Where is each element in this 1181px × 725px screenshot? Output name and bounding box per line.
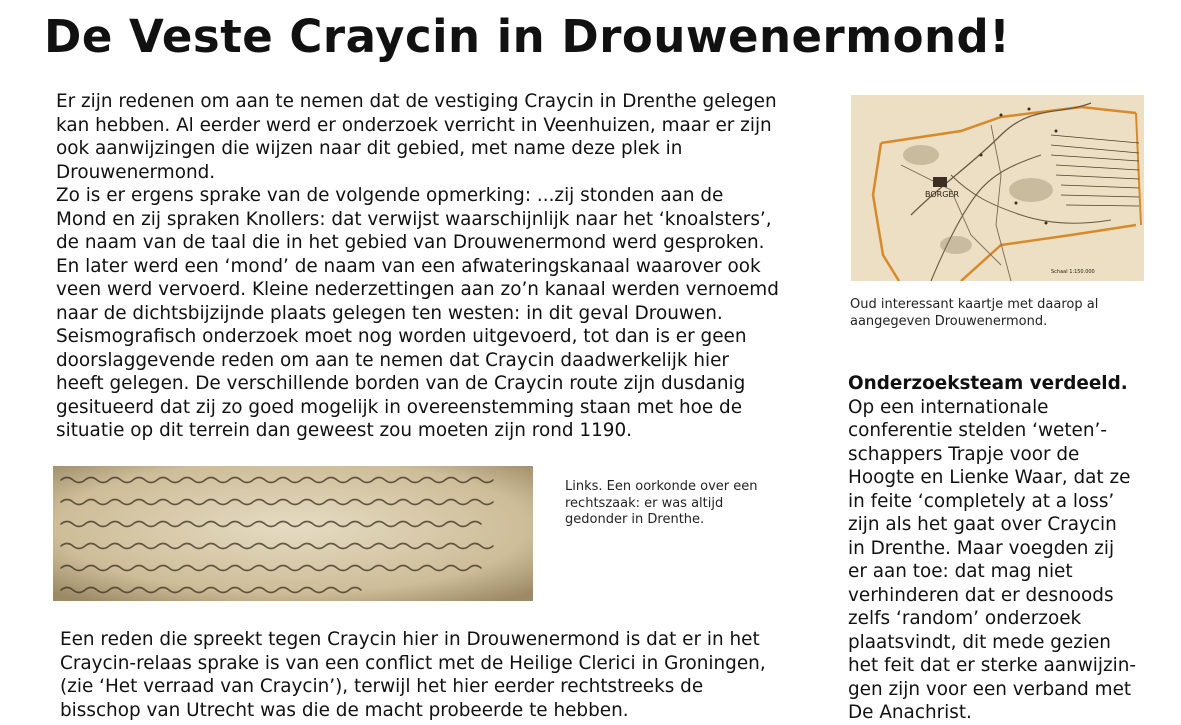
map-caption [850,297,1098,330]
map-town-label: BORGER [925,190,960,199]
map-caption-line: aangegeven Drouwenermond. [850,313,1048,329]
intro-line: ook aanwijzingen die wijzen naar dit gebied, met name deze plek in [56,138,683,159]
intro-line: Mond en zij spraken Knollers: dat verwijst waarschijnlijk naar het ‘knoalsters’, [56,208,772,230]
intro-line: naar de dichtsbijzijnde plaats gelegen ten westen: in dit geval Drouwen. [56,302,723,324]
intro-line: situatie op dit terrein dan geweest zou moeten zijn rond 1190. [56,420,633,441]
intro-line: Zo is er ergens sprake van de volgende opmerking: ...zij stonden aan de [56,185,724,206]
sidebar-line: het feit dat er sterke aanwijzin- [848,655,1137,676]
sidebar-line: in feite ‘completely at a loss’ [848,490,1115,512]
sidebar-line: er aan toe: dat mag niet [848,561,1073,582]
intro-line: En later werd een ‘mond’ de naam van een afwateringskanaal waarover ook [56,255,761,277]
charter-caption-line: rechtszaak: er was altijd [565,495,724,511]
sidebar-column [848,372,1168,725]
intro-line: Er zijn redenen om aan te nemen dat de vestiging Craycin in Drenthe gelegen [56,91,777,112]
sidebar-line: plaatsvindt, dit mede gezien [848,631,1111,653]
charter-caption-line: Links. Een oorkonde over een [565,479,758,494]
charter-caption-line: gedonder in Drenthe. [565,512,705,527]
map-scale-label: Schaal 1:150.000 [1051,269,1095,275]
intro-line: gesitueerd dat zij zo goed mogelijk in overeenstemming staan met hoe de [56,396,743,418]
intro-line: Seismografisch onderzoek moet nog worden uitgevoerd, tot dan is er geen [56,326,747,347]
sidebar-line: schappers Trapje voor de [848,443,1080,465]
sidebar-line: zelfs ‘random’ onderzoek [848,608,1082,629]
sidebar-line: Hoogte en Lienke Waar, dat ze [848,467,1131,488]
intro-line: Drouwenermond. [56,161,216,183]
closing-paragraph [60,628,820,722]
sidebar-line: conferentie stelden ‘weten’- [848,420,1107,441]
sidebar-line: gen zijn voor een verband met [848,678,1132,700]
closing-line: Een reden die spreekt tegen Craycin hier in Drouwenermond is dat er in het [60,629,760,650]
charter-caption [565,479,758,529]
intro-line: heeft gelegen. De verschillende borden van de Craycin route zijn dusdanig [56,373,746,394]
sidebar-line: Op een internationale [848,396,1049,418]
intro-line: kan hebben. Al eerder werd er onderzoek verricht in Veenhuizen, maar er zijn [56,114,772,136]
intro-paragraph [56,90,831,443]
closing-line: Craycin-relaas sprake is van een conflict met de Heilige Clerici in Groningen, [60,652,766,674]
sidebar-line: De Anachrist. [848,702,972,723]
closing-line: bisschop van Utrecht was die de macht probeerde te hebben. [60,699,629,721]
charter-document-image [53,466,533,601]
map-caption-line: Oud interessant kaartje met daarop al [850,297,1099,312]
closing-line: (zie ‘Het verraad van Craycin’), terwijl het hier eerder rechtstreeks de [60,676,704,697]
intro-line: de naam van de taal die in het gebied van Drouwenermond werd gesproken. [56,232,765,253]
page-title: De Veste Craycin in Drouwenermond! [44,10,1011,63]
intro-line: doorslaggevende reden om aan te nemen dat Craycin daadwerkelijk hier [56,349,729,371]
sidebar-heading: Onderzoeksteam verdeeld. [848,373,1128,394]
intro-line: veen werd vervoerd. Kleine nederzettingen aan zo’n kanaal werden vernoemd [56,279,779,300]
old-map-image [851,95,1144,281]
sidebar-line: zijn als het gaat over Craycin [848,514,1117,535]
sidebar-line: in Drenthe. Maar voegden zij [848,537,1115,559]
sidebar-line: verhinderen dat er desnoods [848,584,1114,606]
